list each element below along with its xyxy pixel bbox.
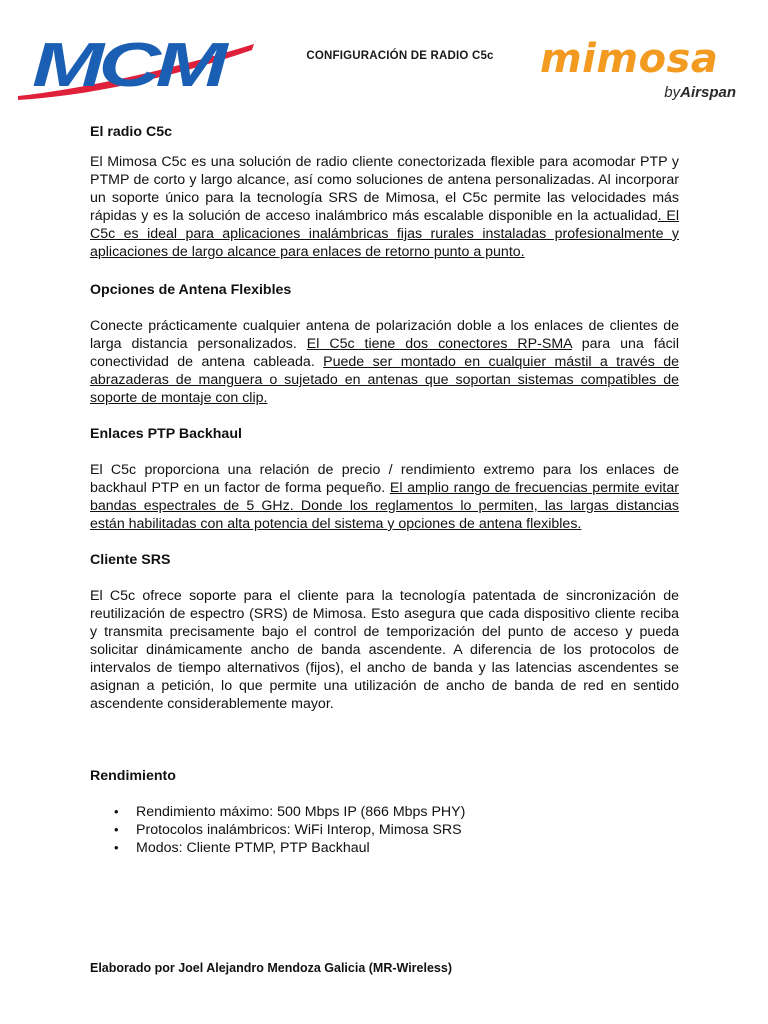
airspan-tagline — [664, 84, 736, 101]
antena-text-4: Puede ser montado en cualquier mástil a través de abrazaderas de manguera o sujetado en antenas que soportan sistemas compatibles de soporte de montaje con clip. — [90, 354, 679, 406]
specs-list — [90, 803, 679, 857]
mimosa-logo — [540, 36, 750, 112]
paragraph-ptp — [90, 461, 679, 533]
airspan-by: by — [664, 84, 681, 101]
antena-text-2: El C5c tiene dos conectores RP-SMA — [306, 336, 572, 352]
ptp-text-2: El amplio rango de frecuencias permite evitar bandas espectrales de 5 GHz. Donde los reglamentos lo permiten, las largas distancias están habilitadas con alta potencia del sistema y opciones de antena flexibles. — [90, 480, 679, 532]
heading-ptp: Enlaces PTP Backhaul — [90, 426, 242, 442]
paragraph-srs: El C5c ofrece soporte para el cliente para la tecnología patentada de sincronización de reutilización de espectro (SRS) de Mimosa. Esto asegura que cada dispositivo cliente reciba y transmita precisamente bajo el control de temporización del punto de acceso y pueda solicitar dinámicamente ancho de banda ascendente. A diferencia de los protocolos de intervalos de tiempo alternativos (fijos), el ancho de banda y las latencias ascendentes se asignan a petición, lo que permite una utilización de ancho de banda de red en sentido ascendente considerablemente mayor. — [90, 588, 679, 712]
document-body — [90, 120, 679, 857]
paragraph-radio — [90, 153, 679, 261]
heading-rendimiento: Rendimiento — [90, 768, 176, 784]
list-item: • Rendimiento máximo: 500 Mbps IP (866 Mbps PHY) — [136, 803, 679, 821]
mcm-logo — [14, 32, 256, 102]
page-header — [0, 0, 768, 115]
list-item: • Modos: Cliente PTMP, PTP Backhaul — [136, 839, 679, 857]
radio-text-underlined: . El C5c es ideal para aplicaciones inalámbricas fijas rurales instaladas profesionalmente y aplicaciones de largo alcance para enlaces de retorno punto a punto. — [90, 208, 680, 260]
heading-radio: El radio C5c — [90, 124, 173, 140]
airspan-name: Airspan — [680, 84, 736, 101]
list-item: • Protocolos inalámbricos: WiFi Interop, Mimosa SRS — [136, 821, 679, 839]
mimosa-logo-text: mimosa — [540, 36, 719, 82]
paragraph-antena — [90, 317, 679, 407]
antena-text-1: Conecte prácticamente cualquier antena de polarización doble a los enlaces de clientes de larga distancia personalizados. — [90, 318, 679, 352]
ptp-text-1: El C5c proporciona una relación de precio / rendimiento extremo para los enlaces de backhaul PTP en un factor de forma pequeño. — [90, 462, 679, 496]
heading-antena: Opciones de Antena Flexibles — [90, 282, 292, 298]
heading-srs: Cliente SRS — [90, 552, 171, 568]
footer-author: Elaborado por Joel Alejandro Mendoza Galicia (MR-Wireless) — [90, 961, 452, 975]
document-title: CONFIGURACIÓN DE RADIO C5c — [306, 50, 494, 62]
radio-text: El Mimosa C5c es una solución de radio cliente conectorizada flexible para acomodar PTP y PTMP de corto y largo alcance, así como soluciones de antena personalizadas. Al incorporar un soporte único para la tecnología SRS de Mimosa, el C5c permite las velocidades más rápidas y es la solución de acceso inalámbrico más escalable disponible en la actualidad — [90, 154, 679, 224]
mcm-logo-text: MCM — [32, 32, 230, 100]
antena-text-3: para una fácil conectividad de antena cableada. — [90, 336, 679, 370]
